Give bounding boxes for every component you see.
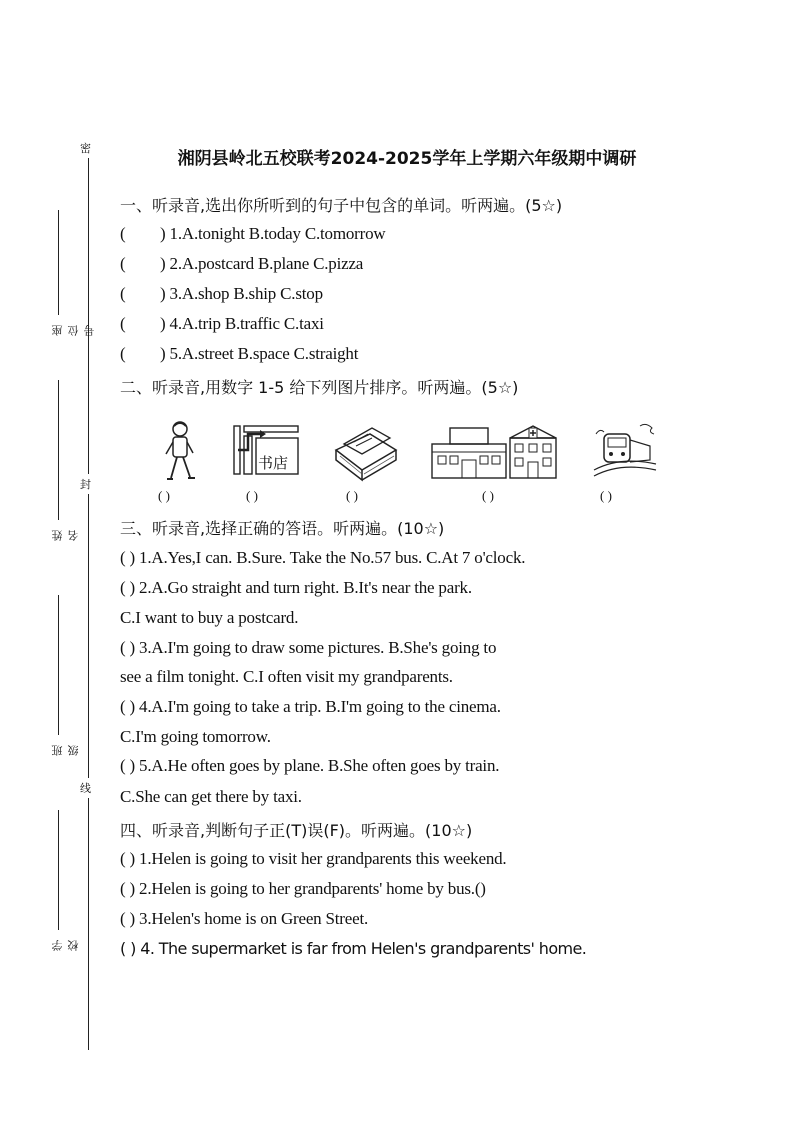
binding-line bbox=[88, 140, 89, 1050]
picture-4-answer[interactable]: ( ) bbox=[482, 488, 494, 503]
part3-line-2: ( ) 2.A.Go straight and turn right. B.It's near the park. bbox=[120, 578, 472, 597]
seal-char-xian: 线 bbox=[80, 778, 91, 798]
part2-heading: 二、听录音,用数字 1-5 给下列图片排序。听两遍。(5☆) bbox=[120, 378, 519, 397]
class-label: 班级 bbox=[51, 745, 80, 756]
part3-line-8: ( ) 5.A.He often goes by plane. B.She often goes by train. bbox=[120, 756, 500, 775]
part1-heading: 一、听录音,选出你所听到的句子中包含的单词。听两遍。(5☆) bbox=[120, 196, 563, 215]
part3-line-7: C.I'm going tomorrow. bbox=[120, 727, 271, 746]
part3-line-3: C.I want to buy a postcard. bbox=[120, 608, 299, 627]
picture-2-answer[interactable]: ( ) bbox=[246, 488, 258, 503]
part3-heading: 三、听录音,选择正确的答语。听两遍。(10☆) bbox=[120, 519, 445, 538]
picture-5-answer[interactable]: ( ) bbox=[600, 488, 612, 503]
walking-boy-icon bbox=[160, 420, 200, 484]
seal-char-feng: 封 bbox=[80, 474, 91, 494]
part1-item-3: ( ) 3.A.shop B.ship C.stop bbox=[120, 284, 323, 303]
part4-line-1: ( ) 1.Helen is going to visit her grandparents this weekend. bbox=[120, 849, 507, 868]
part3-line-1: ( ) 1.A.Yes,I can. B.Sure. Take the No.57 bus. C.At 7 o'clock. bbox=[120, 548, 526, 567]
part3-line-4: ( ) 3.A.I'm going to draw some pictures. B.She's going to bbox=[120, 638, 497, 657]
seal-char-mi: 密 bbox=[80, 138, 91, 158]
part1-item-1: ( ) 1.A.tonight B.today C.tomorrow bbox=[120, 224, 386, 243]
name-label: 姓名 bbox=[51, 530, 80, 541]
part1-item-2: ( ) 2.A.postcard B.plane C.pizza bbox=[120, 254, 364, 273]
part1-item-5: ( ) 5.A.street B.space C.straight bbox=[120, 344, 359, 363]
part1-item-4: ( ) 4.A.trip B.traffic C.taxi bbox=[120, 314, 324, 333]
school-label: 学校 bbox=[51, 940, 80, 951]
picture-row bbox=[150, 420, 670, 510]
page-title: 湘阴县岭北五校联考2024-2025学年上学期六年级期中调研 bbox=[177, 149, 637, 169]
books-icon bbox=[330, 420, 400, 482]
picture-3-answer[interactable]: ( ) bbox=[346, 488, 358, 503]
part3-line-9: C.She can get there by taxi. bbox=[120, 787, 302, 806]
part3-line-5: see a film tonight. C.I often visit my grandparents. bbox=[120, 667, 453, 686]
part3-line-6: ( ) 4.A.I'm going to take a trip. B.I'm going to the cinema. bbox=[120, 697, 501, 716]
train-icon bbox=[590, 420, 660, 480]
part4-line-4: ( ) 4. The supermarket is far from Helen's grandparents' home. bbox=[120, 939, 587, 958]
part4-line-2: ( ) 2.Helen is going to her grandparents' home by bus.() bbox=[120, 879, 486, 898]
picture-1-answer[interactable]: ( ) bbox=[158, 488, 170, 503]
part4-line-3: ( ) 3.Helen's home is on Green Street. bbox=[120, 909, 369, 928]
supermarket-hospital-icon bbox=[430, 420, 560, 482]
bookstore-sign: 书店 bbox=[258, 454, 289, 472]
seat-number-label: 座位号 bbox=[51, 325, 96, 336]
part4-heading: 四、听录音,判断句子正(T)误(F)。听两遍。(10☆) bbox=[120, 821, 473, 840]
